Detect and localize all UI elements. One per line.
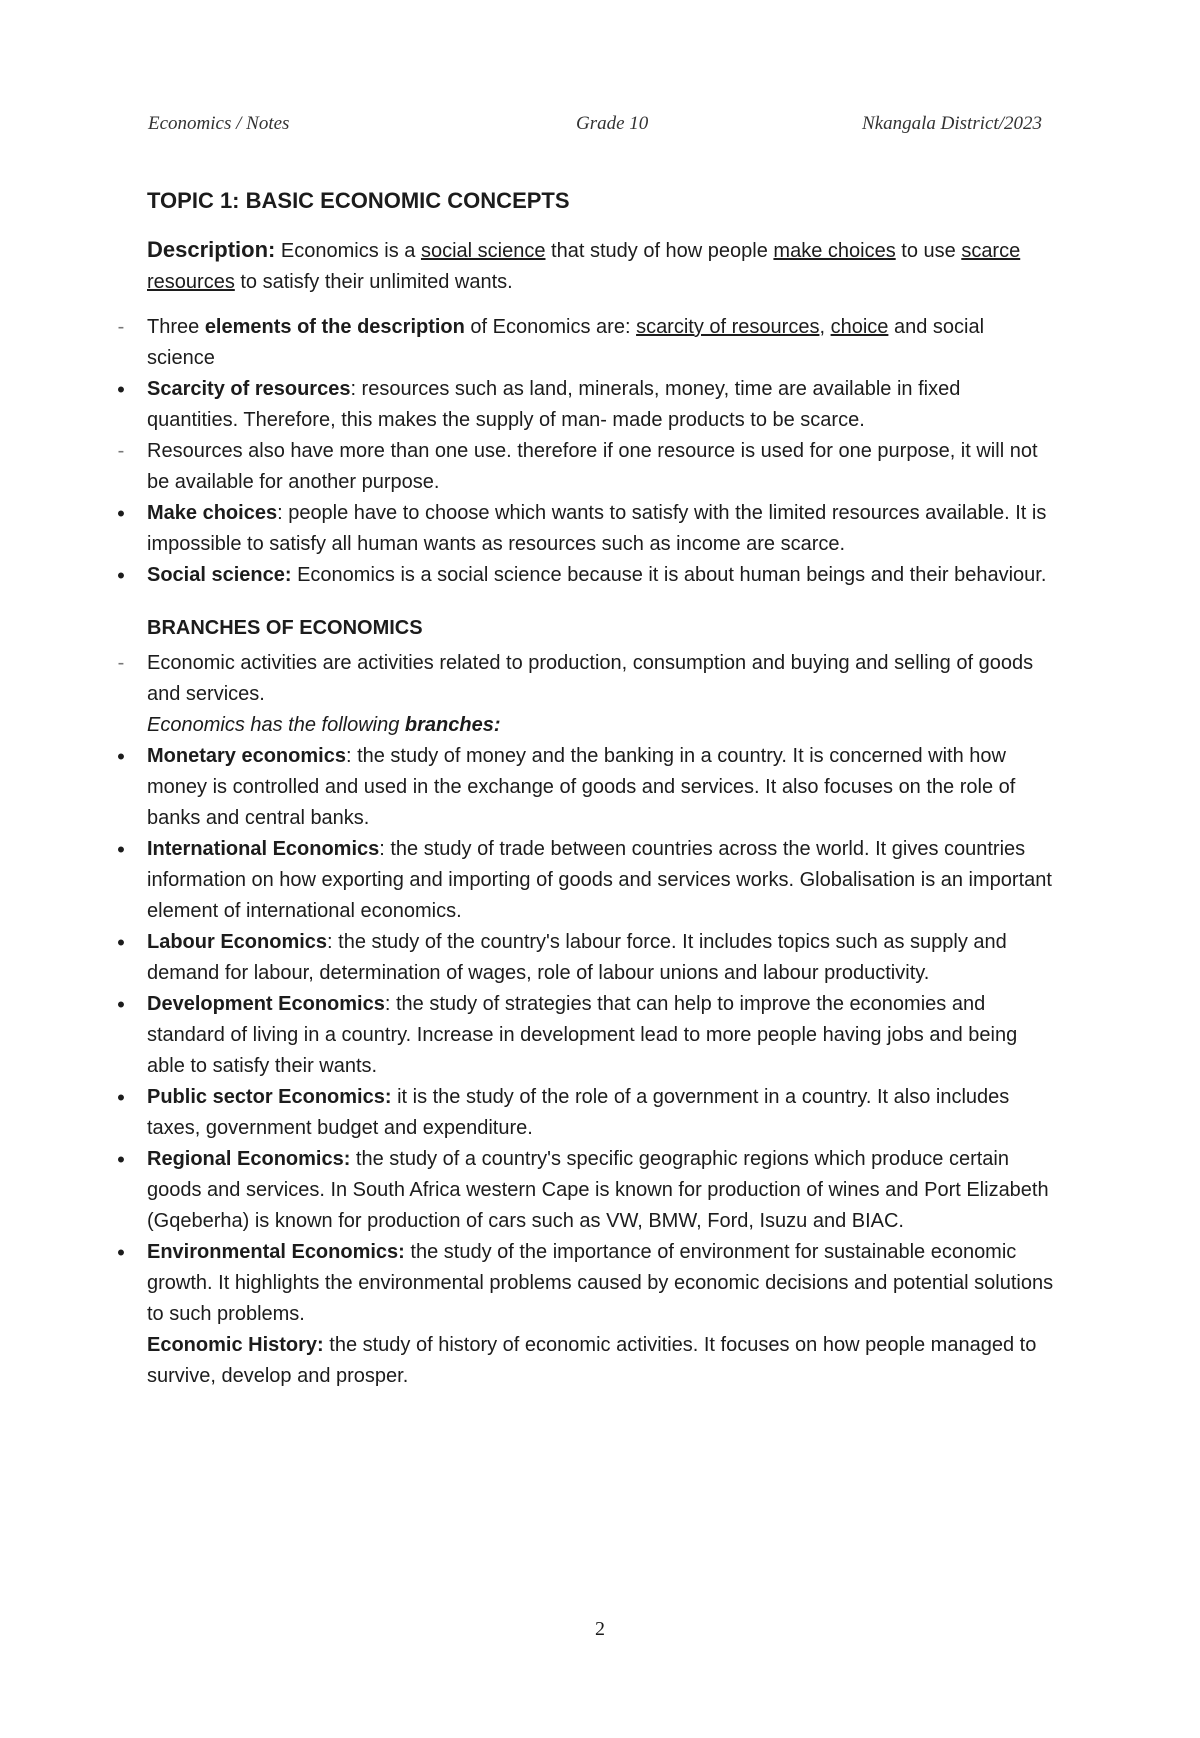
notes-content — [117, 186, 1057, 1392]
header-district: Nkangala District/2023 — [862, 113, 1042, 134]
term: Social science: — [147, 564, 292, 586]
bullet-marker: • — [117, 501, 125, 526]
branch-term: Monetary economics — [147, 745, 346, 767]
underlined-term: make choices — [773, 240, 896, 262]
branch-item — [117, 989, 1057, 1082]
branch-definition: : the study of trade between countries across the world. It gives countries information on how exporting and importing of goods and services works. Globalisation is an important element of international economics. — [147, 838, 1052, 922]
branch-term: Development Economics — [147, 993, 385, 1015]
history-paragraph — [147, 1330, 1057, 1392]
branch-term: Public sector Economics: — [147, 1086, 392, 1108]
branch-definition: the study of history of economic activities. It focuses on how people managed to survive, develop and prosper. — [147, 1334, 1037, 1387]
branch-item — [117, 1082, 1057, 1144]
list-item — [117, 374, 1057, 436]
bullet-marker: • — [117, 930, 125, 955]
bullet-marker: • — [117, 992, 125, 1017]
branch-item — [117, 834, 1057, 927]
branches-intro: Economics has the following branches: — [147, 714, 501, 736]
list-item — [117, 436, 1057, 498]
dash-marker: - — [117, 316, 125, 338]
branch-term: Economic History: — [147, 1334, 324, 1356]
bullet-marker: • — [117, 1085, 125, 1110]
term: Scarcity of resources — [147, 378, 351, 400]
branches-list — [117, 648, 1057, 710]
topic-title: TOPIC 1: BASIC ECONOMIC CONCEPTS — [147, 188, 570, 213]
note-text: Resources also have more than one use. therefore if one resource is used for one purpose, it will not be available for another purpose. — [147, 440, 1038, 493]
description-text: to use — [895, 240, 962, 262]
bullet-marker: • — [117, 563, 125, 588]
list-item — [117, 560, 1057, 591]
branch-term: International Economics — [147, 838, 380, 860]
page-header — [148, 113, 1042, 143]
bullet-marker: • — [117, 377, 125, 402]
branch-item — [117, 741, 1057, 834]
definition: Economics is a social science because it is about human beings and their behaviour. — [291, 564, 1047, 586]
dash-marker: - — [117, 652, 125, 674]
list-item — [117, 498, 1057, 560]
bullet-marker: • — [117, 744, 125, 769]
branch-item — [117, 927, 1057, 989]
header-grade: Grade 10 — [576, 113, 649, 134]
branch-definition: it is the study of the role of a government in a country. It also includes taxes, government budget and expenditure. — [147, 1086, 1010, 1139]
page-number: 2 — [595, 1618, 605, 1640]
branch-item — [117, 1144, 1057, 1237]
bullet-marker: • — [117, 837, 125, 862]
list-item: - Three elements of the description of Economics are: scarcity of resources, choice and social science — [147, 312, 1057, 374]
branches-heading: BRANCHES OF ECONOMICS — [147, 617, 423, 639]
branch-definition: : the study of money and the banking in a country. It is concerned with how money is controlled and used in the exchange of goods and services. It also focuses on the role of banks and central banks. — [147, 745, 1016, 829]
term: Make choices — [147, 502, 278, 524]
definition: : people have to choose which wants to satisfy with the limited resources available. It is impossible to satisfy all human wants as resources such as income are scarce. — [147, 502, 1047, 555]
bullet-marker: • — [117, 1240, 125, 1265]
branch-definition: : the study of strategies that can help to improve the economies and standard of living in a country. Increase in development lead to more people having jobs and being able to satisfy their wants. — [147, 993, 1018, 1077]
dash-marker: - — [117, 440, 125, 462]
branch-definition: the study of a country's specific geographic regions which produce certain goods and services. In South Africa western Cape is known for production of wines and Port Elizabeth (Gqeberha) is known for production of cars such as VW, BMW, Ford, Isuzu and BIAC. — [147, 1148, 1049, 1232]
branch-definition: the study of the importance of environment for sustainable economic growth. It highlights the environmental problems caused by economic decisions and potential solutions to such problems. — [147, 1241, 1054, 1325]
description-paragraph — [147, 234, 1057, 298]
description-lead: Description: — [147, 237, 276, 262]
underlined-term: social science — [420, 240, 546, 262]
branch-definition: : the study of the country's labour force. It includes topics such as supply and demand for labour, determination of wages, role of labour unions and labour productivity. — [147, 931, 1007, 984]
underlined-term: choice — [830, 316, 889, 338]
underlined-term: scarcity of resources — [636, 316, 820, 338]
bullet-marker: • — [117, 1147, 125, 1172]
note-text: Economic activities are activities related to production, consumption and buying and selling of goods and services. — [147, 652, 1034, 705]
definition: : resources such as land, minerals, money, time are available in fixed quantities. Therefore, this makes the supply of man- made products to be scarce. — [147, 378, 961, 431]
branch-item — [117, 1237, 1057, 1330]
list-item — [117, 648, 1057, 710]
description-text: that study of how people — [545, 240, 774, 262]
branch-items — [117, 741, 1057, 1330]
concept-list — [117, 312, 1057, 591]
description-text: to satisfy their unlimited wants. — [234, 271, 513, 293]
branch-term: Regional Economics: — [147, 1148, 351, 1170]
description-text: Economics is a — [275, 240, 421, 262]
header-subject: Economics / Notes — [148, 113, 290, 134]
branch-term: Environmental Economics: — [147, 1241, 405, 1263]
underlined-term: scarce resources — [147, 240, 1021, 293]
branch-term: Labour Economics — [147, 931, 328, 953]
